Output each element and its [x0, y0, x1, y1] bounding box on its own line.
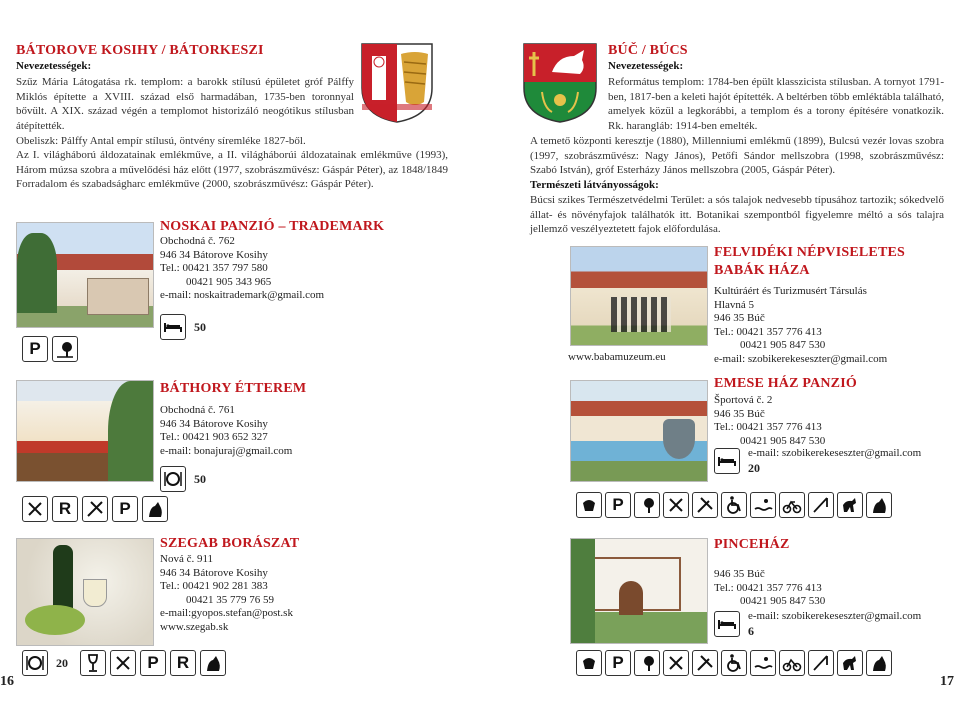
szegab-seat-count: 20 — [56, 655, 68, 670]
left-page-number: 16 — [0, 674, 14, 689]
bed-icon — [160, 314, 186, 340]
pince-tel1: Tel.: 00421 357 776 413 — [714, 581, 822, 594]
buc-paragraph-3: Búcsi szikes Természetvédelmi Terület: a sós talajok nedvesebb típusához tartozik; sókedvelő állat- és növényfajok találhatók itt. Botanikai szempontból figyelemre méltó a sós talajra jellemző veszélyeztetett fajok előfordulása. — [530, 194, 944, 235]
babak-title — [714, 244, 905, 280]
parking-icon: P — [605, 492, 631, 518]
babak-title-line1: FELVIDÉKI NÉPVISELETES — [714, 245, 906, 260]
bator-sights-label: Nevezetességek: — [16, 60, 92, 72]
garden-tree-icon — [634, 650, 660, 676]
garden-tree-icon — [634, 492, 660, 518]
fishing-icon — [808, 492, 834, 518]
noskai-title: NOSKAI PANZIÓ – TRADEMARK — [160, 219, 385, 234]
wheelchair-icon — [721, 492, 747, 518]
horse-riding-icon — [837, 492, 863, 518]
wheelchair-icon — [721, 650, 747, 676]
szegab-city: 946 34 Bátorove Kosihy — [160, 566, 268, 579]
horse-riding-icon — [837, 650, 863, 676]
emese-beds — [714, 447, 921, 475]
noskai-street: Obchodná č. 762 — [160, 235, 235, 247]
bathory-photo — [16, 380, 154, 482]
szegab-tel1: Tel.: 00421 902 281 383 — [160, 580, 268, 592]
parking-icon: P — [140, 650, 166, 676]
swimming-icon — [750, 492, 776, 518]
szegab-tel2: 00421 35 779 76 59 — [186, 593, 274, 606]
bator-coat-of-arms — [360, 42, 434, 124]
szegab-web[interactable]: www.szegab.sk — [160, 620, 229, 633]
bathory-seat-count: 50 — [194, 471, 206, 486]
cutlery-icon — [110, 650, 136, 676]
dining-plate-icon — [160, 466, 186, 492]
pets-icon — [866, 650, 892, 676]
cutlery-icon — [22, 496, 48, 522]
szegab-photo — [16, 538, 154, 646]
buc-sights-label: Nevezetességek: — [608, 60, 684, 72]
bator-paragraph-1: Szűz Mária Látogatása rk. templom: a barokk stílusú épületet gróf Pálffy Miklós építette a XVIII. század első harmadában, 1735-ben toronnyal bővült. A XIX. század végén a templomot historizáló neogótikus stílusban átépítették. — [16, 76, 354, 132]
bathory-email[interactable]: e-mail: bonajuraj@gmail.com — [160, 444, 293, 457]
bed-icon — [714, 611, 740, 637]
parking-icon: P — [605, 650, 631, 676]
emese-photo — [570, 380, 708, 482]
babak-title-line2: BABÁK HÁZA — [714, 263, 810, 278]
emese-street: Športová č. 2 — [714, 394, 773, 406]
noskai-amenity-icons — [22, 336, 78, 362]
emese-amenity-icons — [576, 492, 892, 518]
noskai-city: 946 34 Bátorove Kosihy — [160, 248, 268, 261]
bathory-seats — [160, 466, 206, 492]
meal-icon — [576, 492, 602, 518]
buc-paragraph-2: A temető központi keresztje (1880), Millenniumi emlékmű (1899), Bulcsú vezér lovas szobra (1997, szobrászművész: Nagy János), Petőfi Sándor mellszobra (1998, szobrászművész: Szabó István), gróf Esterházy János mellszobra (2005, Gáspár Péter). — [530, 135, 944, 176]
babak-org: Kultúráért és Turizmusért Társulás — [714, 285, 867, 297]
noskai-tel2: 00421 905 343 965 — [186, 275, 272, 288]
pince-email[interactable]: e-mail: szobikerekeseszter@gmail.com — [748, 610, 922, 622]
pince-bed-count: 6 — [748, 623, 754, 638]
bathory-amenity-icons — [22, 496, 168, 522]
parking-icon: P — [112, 496, 138, 522]
buc-paragraph-1: Református templom: 1784-ben épült klasszicista stílusban. A tornyot 1791-ben, 1817-ben a keleti hajót építették. A beltérben több emléktábla található, amelyek közül a legkorábbi, a templom és a torony építésére vonatkozik. Rk. harangláb: 1914-ben emelték. — [608, 76, 944, 132]
noskai-beds — [160, 314, 206, 340]
noskai-bed-count: 50 — [194, 319, 206, 334]
pince-tel2: 00421 905 847 530 — [740, 595, 826, 607]
bed-icon — [714, 448, 740, 474]
szegab-contact — [160, 553, 293, 634]
emese-bed-count: 20 — [748, 460, 760, 475]
noskai-tel1: Tel.: 00421 357 797 580 — [160, 262, 268, 274]
babak-photo — [570, 246, 708, 346]
buc-coat-of-arms — [522, 42, 598, 124]
restaurant-icon: R — [52, 496, 78, 522]
bathory-title: BÁTHORY ÉTTEREM — [160, 381, 307, 396]
emese-tel2: 00421 905 847 530 — [740, 434, 826, 447]
babak-tel2: 00421 905 847 530 — [740, 339, 826, 351]
parking-icon: P — [22, 336, 48, 362]
fishing-icon — [808, 650, 834, 676]
noskai-contact — [160, 235, 324, 303]
pince-beds — [714, 610, 921, 638]
bathory-tel1: Tel.: 00421 903 652 327 — [160, 431, 268, 443]
cutlery-icon — [663, 492, 689, 518]
bicycle-icon — [779, 492, 805, 518]
szegab-title: SZEGAB BORÁSZAT — [160, 536, 300, 551]
babak-street: Hlavná 5 — [714, 298, 755, 311]
babak-tel1: Tel.: 00421 357 776 413 — [714, 325, 822, 338]
emese-city: 946 35 Búč — [714, 407, 765, 420]
pets-icon — [142, 496, 168, 522]
tools-icon — [692, 492, 718, 518]
pince-title: PINCEHÁZ — [714, 537, 790, 552]
szegab-street: Nová č. 911 — [160, 553, 214, 565]
buc-title: BÚČ / BÚCS — [608, 43, 688, 58]
bator-paragraph-2: Obeliszk: Pálffy Antal empír stílusú, öntvény síremléke 1827-ből. — [16, 135, 306, 147]
tools-icon — [692, 650, 718, 676]
emese-email[interactable]: e-mail: szobikerekeseszter@gmail.com — [748, 447, 922, 459]
noskai-email[interactable]: e-mail: noskaitrademark@gmail.com — [160, 289, 325, 301]
emese-title: EMESE HÁZ PANZIÓ — [714, 376, 857, 391]
tools-icon — [82, 496, 108, 522]
bathory-contact — [160, 404, 292, 458]
dining-plate-icon — [22, 650, 48, 676]
pince-photo — [570, 538, 708, 644]
pets-icon — [866, 492, 892, 518]
noskai-photo — [16, 222, 154, 328]
babak-contact — [714, 285, 887, 366]
babak-city: 946 35 Búč — [714, 312, 765, 324]
bator-title: BÁTOROVE KOSIHY / BÁTORKESZI — [16, 43, 264, 58]
pince-city: 946 35 Búč — [714, 568, 765, 580]
swimming-icon — [750, 650, 776, 676]
pince-amenity-icons — [576, 650, 892, 676]
buc-nature-label: Természeti látványosságok: — [530, 179, 659, 191]
garden-tree-icon — [52, 336, 78, 362]
wine-glass-icon — [80, 650, 106, 676]
right-page-number: 17 — [940, 674, 954, 689]
pets-icon — [200, 650, 226, 676]
cutlery-icon — [663, 650, 689, 676]
szegab-email[interactable]: e-mail:gyopos.stefan@post.sk — [160, 607, 293, 619]
babak-email[interactable]: e-mail: szobikerekeseszter@gmail.com — [714, 352, 888, 365]
emese-tel1: Tel.: 00421 357 776 413 — [714, 421, 822, 433]
szegab-amenity-icons — [80, 650, 226, 676]
meal-icon — [576, 650, 602, 676]
bathory-city: 946 34 Bátorove Kosihy — [160, 417, 268, 430]
bicycle-icon — [779, 650, 805, 676]
szegab-seats — [22, 650, 68, 676]
pince-contact — [714, 568, 825, 609]
babak-web[interactable]: www.babamuzeum.eu — [568, 351, 666, 363]
bator-paragraph-3: Az I. világháború áldozatainak emlékműve, a II. világháborúi áldozatainak emlékműve (1993), Három múzsa szobra a művelődési ház előtt (1977, szobrászművész: Gáspár Péter), az 1848/1849 Forradalom és szabadságharc emlékműve (2000, szobrászművész: Gáspár Péter). — [16, 149, 448, 190]
emese-contact — [714, 394, 825, 448]
bathory-street: Obchodná č. 761 — [160, 404, 235, 416]
restaurant-icon: R — [170, 650, 196, 676]
